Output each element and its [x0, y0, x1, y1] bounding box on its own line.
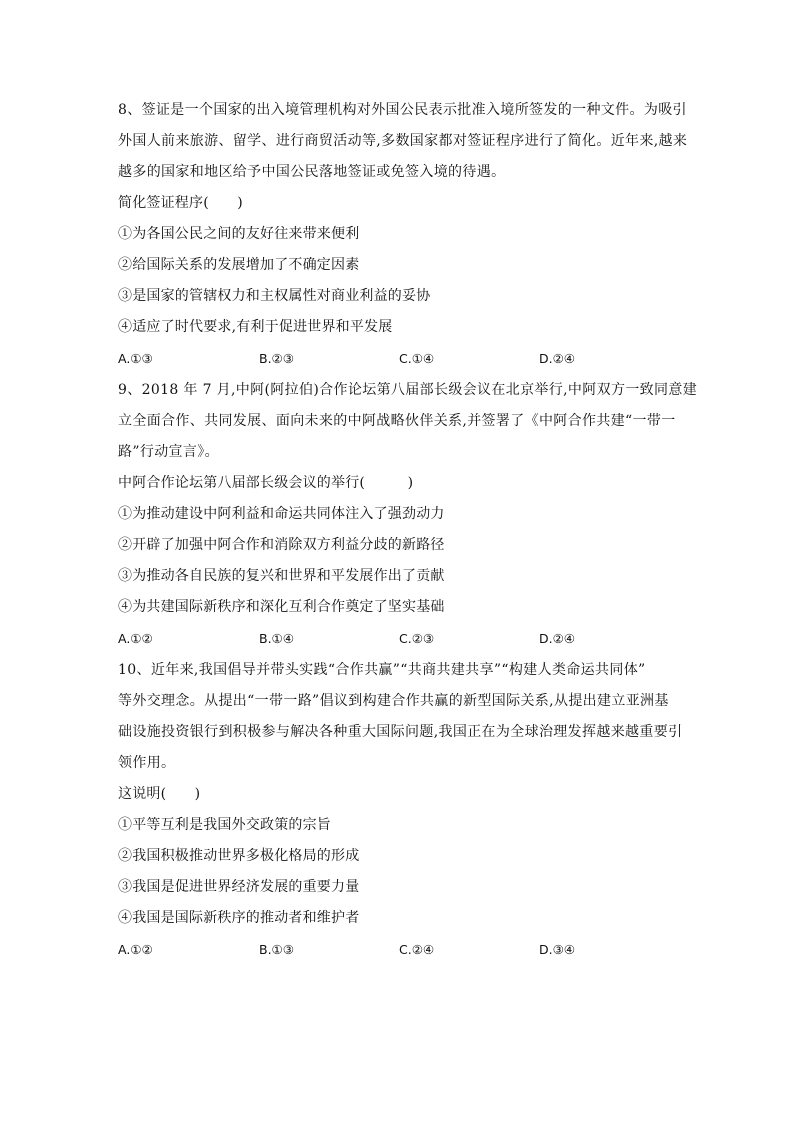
option-d: D.②④: [539, 631, 576, 646]
option-b: B.②③: [259, 351, 294, 366]
statement-1: ①为各国公民之间的友好往来带来便利: [118, 226, 360, 242]
answer-options: [118, 623, 678, 654]
option-d: D.②④: [539, 351, 576, 366]
statement-3: ③我国是促进世界经济发展的重要力量: [118, 879, 360, 895]
statement-1: ①平等互利是我国外交政策的宗旨: [118, 817, 331, 833]
statement-2: ②给国际关系的发展增加了不确定因素: [118, 257, 360, 273]
stem-line: 等外交理念。从提出“一带一路”倡议到构建合作共赢的新型国际关系,从提出建立亚洲基: [118, 693, 669, 709]
option-a: A.①②: [118, 631, 153, 646]
statement-3: ③是国家的管辖权力和主权属性对商业利益的妥协: [118, 288, 431, 304]
statement-3: ③为推动各自民族的复兴和世界和平发展作出了贡献: [118, 568, 445, 584]
question-stem: [118, 655, 683, 779]
question-9: [118, 375, 698, 654]
stem-line: 10、近年来,我国倡导并带头实践“合作共赢”“共商共建共享”“构建人类命运共同体”: [118, 662, 646, 678]
stem-line: 础设施投资银行到积极参与解决各种重大国际问题,我国正在为全球治理发挥越来越重要引: [118, 724, 683, 740]
question-prompt: 简化签证程序( ): [118, 195, 243, 211]
stem-line: 领作用。: [118, 755, 176, 771]
answer-options: [118, 934, 678, 965]
option-a: A.①③: [118, 351, 153, 366]
option-a: A.①②: [118, 942, 153, 957]
stem-line: 9、2018 年 7 月,中阿(阿拉伯)合作论坛第八届部长级会议在北京举行,中阿双方一致同意建: [118, 382, 698, 398]
option-c: C.①④: [399, 351, 435, 366]
option-d: D.③④: [539, 942, 576, 957]
statement-2: ②开辟了加强中阿合作和消除双方利益分歧的新路径: [118, 537, 445, 553]
question-10: [118, 655, 683, 965]
statement-4: ④适应了时代要求,有利于促进世界和平发展: [118, 319, 393, 335]
question-prompt: 这说明( ): [118, 786, 201, 802]
statement-4: ④为共建国际新秩序和深化互利合作奠定了坚实基础: [118, 599, 445, 615]
question-stem: [118, 95, 688, 188]
question-stem: [118, 375, 698, 468]
statement-2: ②我国积极推动世界多极化格局的形成: [118, 848, 360, 864]
question-8: [118, 95, 688, 374]
statement-1: ①为推动建设中阿利益和命运共同体注入了强劲动力: [118, 506, 445, 522]
option-b: B.①④: [259, 631, 294, 646]
option-c: C.②④: [399, 942, 435, 957]
question-prompt: 中阿合作论坛第八届部长级会议的举行( ): [118, 475, 414, 491]
option-c: C.②③: [399, 631, 435, 646]
stem-line: 8、签证是一个国家的出入境管理机构对外国公民表示批准入境所签发的一种文件。为吸引: [118, 102, 687, 118]
stem-line: 路”行动宣言》。: [118, 444, 219, 460]
stem-line: 外国人前来旅游、留学、进行商贸活动等,多数国家都对签证程序进行了简化。近年来,越来: [118, 133, 688, 149]
option-b: B.①③: [259, 942, 294, 957]
stem-line: 立全面合作、共同发展、面向未来的中阿战略伙伴关系,并签署了《中阿合作共建“一带一: [118, 413, 676, 429]
statement-4: ④我国是国际新秩序的推动者和维护者: [118, 910, 360, 926]
answer-options: [118, 343, 678, 374]
stem-line: 越多的国家和地区给予中国公民落地签证或免签入境的待遇。: [118, 164, 506, 180]
